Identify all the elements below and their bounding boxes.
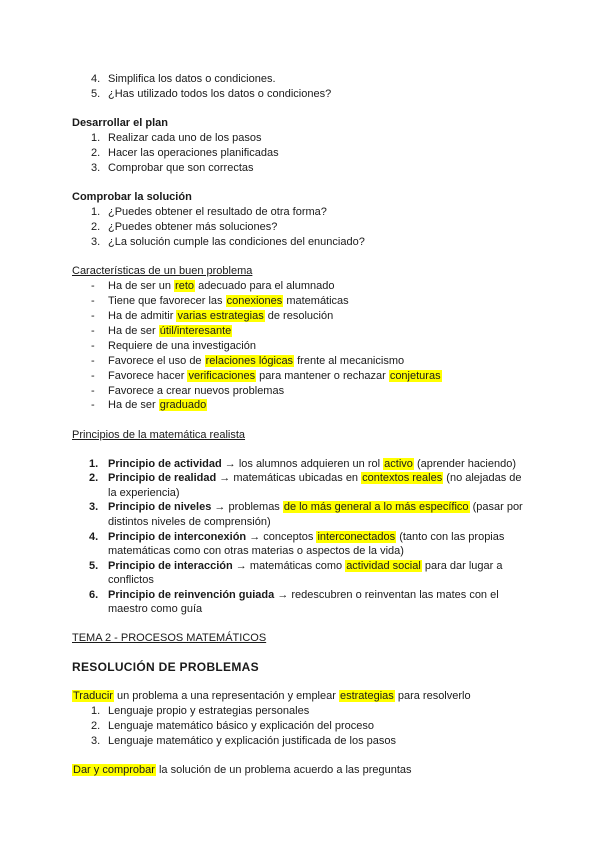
text-span: Favorece el uso de (108, 355, 205, 367)
highlighted-text: útil/interesante (159, 325, 232, 337)
principle-item (108, 559, 503, 573)
principle-item (108, 500, 523, 514)
text-span: matemáticas como (246, 560, 346, 572)
text-span: → (235, 560, 247, 572)
principle-item (108, 588, 499, 602)
section-heading-comprobar: Comprobar la solución (72, 191, 192, 203)
highlighted-text: conjeturas (389, 370, 441, 382)
bullet-item: Favorece a crear nuevos problemas (108, 385, 285, 397)
highlighted-text: de lo más general a lo más específico (283, 501, 469, 513)
highlighted-text: Traducir (73, 690, 113, 702)
list-number: 1. (91, 132, 101, 144)
principle-item (108, 530, 504, 544)
list-number: 5. (89, 560, 99, 572)
highlighted-text: verificaciones (188, 370, 256, 382)
text-span: matemáticas (283, 295, 349, 307)
highlighted-text: conexiones (226, 295, 283, 307)
list-number: 3. (91, 162, 101, 174)
list-item: Simplifica los datos o condiciones. (108, 73, 276, 85)
bullet-item: Requiere de una investigación (108, 340, 256, 352)
text-span: → (224, 458, 236, 470)
list-number: 2. (91, 147, 101, 159)
text-span: para dar lugar a (421, 560, 503, 572)
bullet: - (91, 355, 95, 367)
highlighted-text: activo (384, 458, 413, 470)
text-span: la solución de un problema acuerdo a las preguntas (155, 764, 412, 776)
bold-text: Principio de actividad (108, 458, 222, 470)
section-heading-caracteristicas: Características de un buen problema (72, 265, 253, 277)
text-span: los alumnos adquieren un rol (235, 458, 384, 470)
text-span: para resolverlo (394, 690, 471, 702)
bullet-item (108, 294, 349, 308)
bold-text: Principio de niveles (108, 501, 212, 513)
text-span: Tiene que favorecer las (108, 295, 226, 307)
list-number: 3. (91, 236, 101, 248)
section-title: RESOLUCIÓN DE PROBLEMAS (72, 660, 259, 674)
bold-text: Principio de reinvención guiada (108, 589, 275, 601)
highlighted-text: Dar y comprobar (73, 764, 155, 776)
list-number: 4. (91, 73, 101, 85)
text-span: conceptos (260, 531, 317, 543)
text-span: Ha de ser (108, 399, 159, 411)
text-span: matemáticas ubicadas en (230, 472, 362, 484)
bullet-item (108, 354, 404, 368)
list-item: ¿La solución cumple las condiciones del enunciado? (108, 236, 365, 248)
bullet-item (108, 398, 207, 412)
text-span: de resolución (264, 310, 334, 322)
highlighted-text: estrategias (339, 690, 394, 702)
section-heading-desarrollar: Desarrollar el plan (72, 117, 168, 129)
bullet: - (91, 310, 95, 322)
text-span: Ha de ser un (108, 280, 175, 292)
bullet: - (91, 399, 95, 411)
text-span: → (249, 531, 261, 543)
list-item: Lenguaje matemático básico y explicación del proceso (108, 720, 374, 732)
highlighted-text: reto (175, 280, 195, 292)
list-item: Hacer las operaciones planificadas (108, 147, 279, 159)
paragraph-traducir (72, 689, 471, 703)
text-span: (pasar por (469, 501, 523, 513)
highlighted-text: actividad social (346, 560, 421, 572)
bold-text: Principio de interconexión (108, 531, 247, 543)
list-item: Comprobar que son correctas (108, 162, 254, 174)
text-span: → (277, 589, 289, 601)
text-span: (tanto con las propias (396, 531, 505, 543)
principle-item (108, 457, 516, 471)
principle-item-continuation: la experiencia) (108, 487, 180, 499)
bullet-item (108, 279, 334, 293)
text-span: → (219, 472, 231, 484)
list-item: ¿Puedes obtener más soluciones? (108, 221, 278, 233)
list-item: ¿Puedes obtener el resultado de otra forma? (108, 206, 327, 218)
list-number: 5. (91, 88, 101, 100)
list-number: 1. (91, 705, 101, 717)
highlighted-text: relaciones lógicas (205, 355, 294, 367)
text-span: un problema a una representación y emplear (113, 690, 339, 702)
principle-item-continuation: distintos niveles de comprensión) (108, 516, 271, 528)
list-number: 6. (89, 589, 99, 601)
text-span: redescubren o reinventan las mates con el (288, 589, 499, 601)
bold-text: Principio de realidad (108, 472, 217, 484)
highlighted-text: contextos reales (362, 472, 443, 484)
list-item: Lenguaje propio y estrategias personales (108, 705, 310, 717)
bullet-item (108, 369, 442, 383)
text-span: Favorece hacer (108, 370, 188, 382)
principle-item-continuation: maestro como guía (108, 603, 203, 615)
bullet: - (91, 385, 95, 397)
list-number: 1. (89, 458, 99, 470)
list-number: 2. (91, 720, 101, 732)
highlighted-text: interconectados (317, 531, 396, 543)
list-number: 1. (91, 206, 101, 218)
list-number: 2. (89, 472, 99, 484)
highlighted-text: varias estrategias (177, 310, 264, 322)
principle-item-continuation: conflictos (108, 574, 154, 586)
bullet-item (108, 309, 333, 323)
text-span: problemas (225, 501, 283, 513)
section-heading-principios: Principios de la matemática realista (72, 429, 246, 441)
paragraph-dar (72, 763, 412, 777)
list-number: 3. (89, 501, 99, 513)
bullet-item (108, 324, 232, 338)
text-span: Ha de ser (108, 325, 159, 337)
bullet: - (91, 295, 95, 307)
bullet: - (91, 340, 95, 352)
list-item: Lenguaje matemático y explicación justificada de los pasos (108, 735, 396, 747)
principle-item-continuation: matemáticas como con otras materias o aspectos de la vida) (108, 545, 404, 557)
text-span: → (214, 501, 226, 513)
chapter-title: TEMA 2 - PROCESOS MATEMÁTICOS (72, 632, 267, 644)
list-number: 3. (91, 735, 101, 747)
highlighted-text: graduado (159, 399, 207, 411)
list-item: ¿Has utilizado todos los datos o condiciones? (108, 88, 332, 100)
principle-item (108, 471, 522, 485)
text-span: para mantener o rechazar (256, 370, 389, 382)
bullet: - (91, 370, 95, 382)
text-span: frente al mecanicismo (294, 355, 405, 367)
bullet: - (91, 280, 95, 292)
text-span: adecuado para el alumnado (195, 280, 335, 292)
text-span: Ha de admitir (108, 310, 177, 322)
list-number: 4. (89, 531, 99, 543)
list-number: 2. (91, 221, 101, 233)
bullet: - (91, 325, 95, 337)
text-span: (no alejadas de (443, 472, 522, 484)
list-item: Realizar cada uno de los pasos (108, 132, 262, 144)
text-span: (aprender haciendo) (413, 458, 517, 470)
bold-text: Principio de interacción (108, 560, 233, 572)
